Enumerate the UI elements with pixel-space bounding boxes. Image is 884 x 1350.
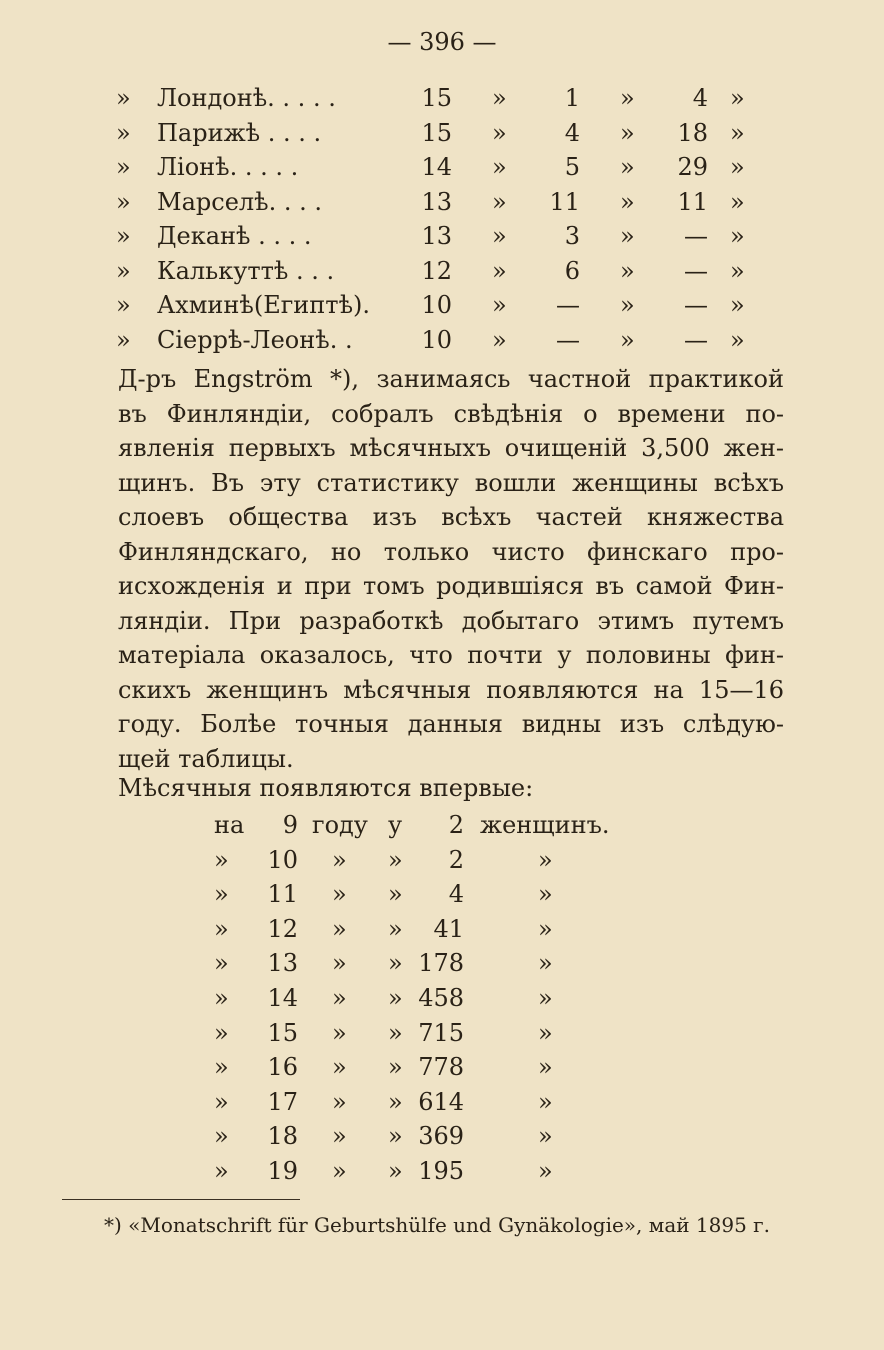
city-name: Деканѣ . . . .: [157, 222, 312, 250]
paragraph-line: въ Финляндіи, собралъ свѣдѣнія о времени по-: [118, 399, 784, 428]
age-row: [0, 846, 884, 881]
preposition: »: [388, 1087, 403, 1116]
preposition: »: [388, 949, 403, 978]
ditto-mark: »: [116, 153, 131, 181]
page-number: — 396 —: [387, 28, 497, 56]
age-value: 17: [267, 1087, 298, 1116]
ditto-mark: »: [620, 187, 635, 216]
preposition: у: [388, 811, 403, 839]
suffix: »: [538, 983, 553, 1012]
value-cell: —: [684, 222, 708, 250]
ditto-mark: »: [116, 222, 131, 250]
year-word: »: [332, 1156, 347, 1185]
count-value: 195: [418, 1156, 464, 1185]
prefix: »: [214, 845, 229, 874]
body-paragraph: [118, 362, 784, 776]
preposition: »: [388, 880, 403, 909]
age-row: [0, 949, 884, 984]
ages-table: [0, 811, 884, 1192]
age-value: 13: [421, 187, 452, 216]
ditto-mark: »: [116, 325, 131, 354]
ditto-mark: »: [730, 84, 745, 112]
count-value: 715: [418, 1018, 464, 1047]
ditto-mark: »: [492, 325, 507, 354]
age-value: 10: [267, 845, 298, 874]
suffix: »: [538, 1053, 553, 1082]
prefix: »: [214, 1156, 229, 1185]
ditto-mark: »: [730, 291, 745, 319]
age-value: 10: [421, 325, 452, 354]
paragraph-line: Финляндскаго, но только чисто финскаго про-: [118, 537, 784, 566]
ditto-mark: »: [492, 187, 507, 216]
ditto-mark: »: [492, 153, 507, 181]
city-row: [0, 222, 884, 257]
city-name: Сіеррѣ-Леонѣ. .: [157, 325, 353, 354]
ditto-mark: »: [620, 256, 635, 285]
city-name: Парижѣ . . . .: [157, 118, 322, 147]
city-row: [0, 291, 884, 326]
value-cell: 5: [564, 153, 580, 181]
preposition: »: [388, 914, 403, 943]
ditto-mark: »: [620, 325, 635, 354]
paragraph-line: матеріала оказалось, что почти у половины фин-: [118, 641, 784, 669]
city-row: [0, 153, 884, 188]
year-word: »: [332, 1053, 347, 1082]
prefix: »: [214, 983, 229, 1012]
age-value: 19: [267, 1156, 298, 1185]
city-name: Ліонѣ. . . . .: [157, 153, 299, 181]
city-row: [0, 84, 884, 119]
paragraph-line: слоевъ общества изъ всѣхъ частей княжества: [118, 503, 784, 531]
count-value: 41: [433, 914, 464, 943]
age-row: [0, 1053, 884, 1088]
prefix: »: [214, 1122, 229, 1151]
ditto-mark: »: [492, 84, 507, 112]
city-name: Ахминѣ(Египтѣ).: [157, 291, 371, 319]
value-cell: 11: [677, 187, 708, 216]
ditto-mark: »: [492, 256, 507, 285]
paragraph-line: щинъ. Въ эту статистику вошли женщины всѣхъ: [118, 468, 784, 497]
preposition: »: [388, 1122, 403, 1151]
age-value: 18: [267, 1122, 298, 1151]
city-name: Лондонѣ. . . . .: [157, 84, 336, 112]
age-row: [0, 1157, 884, 1192]
suffix: »: [538, 1018, 553, 1047]
age-row: [0, 1122, 884, 1157]
preposition: »: [388, 1156, 403, 1185]
value-cell: —: [684, 325, 708, 354]
count-value: 778: [418, 1053, 464, 1082]
prefix: »: [214, 1053, 229, 1082]
year-word: »: [332, 845, 347, 874]
age-value: 14: [267, 983, 298, 1012]
age-value: 13: [421, 222, 452, 250]
age-row: [0, 915, 884, 950]
preposition: »: [388, 1018, 403, 1047]
ditto-mark: »: [620, 84, 635, 112]
ditto-mark: »: [116, 256, 131, 285]
age-value: 13: [267, 949, 298, 978]
ditto-mark: »: [492, 118, 507, 147]
suffix: »: [538, 914, 553, 943]
age-value: 10: [421, 291, 452, 319]
value-cell: 1: [564, 84, 580, 112]
ditto-mark: »: [620, 153, 635, 181]
ditto-mark: »: [116, 291, 131, 319]
value-cell: 4: [692, 84, 708, 112]
year-word: »: [332, 1122, 347, 1151]
age-row: [0, 984, 884, 1019]
age-value: 15: [421, 118, 452, 147]
year-word: »: [332, 1087, 347, 1116]
ditto-mark: »: [620, 118, 635, 147]
table-heading: Мѣсячныя появляются впервые:: [118, 774, 534, 802]
paragraph-line: Д-ръ Engström *), занимаясь частной практикой: [118, 365, 784, 393]
preposition: »: [388, 845, 403, 874]
count-value: 369: [418, 1122, 464, 1151]
ditto-mark: »: [730, 325, 745, 354]
age-value: 12: [421, 256, 452, 285]
footnote: *) «Monatschrift für Geburtshülfe und Gynäkologie», май 1895 г.: [104, 1213, 771, 1237]
age-row: [0, 1088, 884, 1123]
ditto-mark: »: [620, 222, 635, 250]
preposition: »: [388, 1053, 403, 1082]
age-value: 16: [267, 1053, 298, 1082]
age-row: [0, 1019, 884, 1054]
paragraph-line: ляндіи. При разработкѣ добытаго этимъ путемъ: [118, 606, 784, 635]
count-value: 4: [448, 880, 464, 909]
value-cell: —: [684, 291, 708, 319]
count-value: 614: [418, 1087, 464, 1116]
city-row: [0, 119, 884, 154]
prefix: на: [214, 811, 245, 839]
value-cell: 6: [564, 256, 580, 285]
paragraph-line: году. Болѣе точныя данныя видны изъ слѣдую-: [118, 710, 784, 738]
ditto-mark: »: [730, 187, 745, 216]
ditto-mark: »: [492, 222, 507, 250]
prefix: »: [214, 880, 229, 909]
city-name: Марселѣ. . . .: [157, 187, 323, 216]
year-word: »: [332, 880, 347, 909]
city-name: Калькуттѣ . . .: [157, 256, 335, 285]
suffix: женщинъ.: [480, 811, 610, 839]
prefix: »: [214, 914, 229, 943]
value-cell: —: [684, 256, 708, 285]
age-row: [0, 811, 884, 846]
ditto-mark: »: [492, 291, 507, 319]
paragraph-line: щей таблицы.: [118, 744, 294, 773]
value-cell: 29: [677, 153, 708, 181]
value-cell: —: [556, 291, 580, 319]
suffix: »: [538, 845, 553, 874]
age-row: [0, 880, 884, 915]
paragraph-line: явленія первыхъ мѣсячныхъ очищеній 3,500 жен-: [118, 434, 784, 462]
ditto-mark: »: [116, 187, 131, 216]
value-cell: —: [556, 325, 580, 354]
suffix: »: [538, 1122, 553, 1151]
prefix: »: [214, 1018, 229, 1047]
prefix: »: [214, 1087, 229, 1116]
count-value: 2: [448, 811, 464, 839]
preposition: »: [388, 983, 403, 1012]
value-cell: 3: [564, 222, 580, 250]
suffix: »: [538, 949, 553, 978]
suffix: »: [538, 880, 553, 909]
ditto-mark: »: [620, 291, 635, 319]
cities-table: [0, 84, 884, 360]
ditto-mark: »: [730, 256, 745, 285]
year-word: »: [332, 1018, 347, 1047]
prefix: »: [214, 949, 229, 978]
paragraph-line: исхожденія и при томъ родившіяся въ самой Фин-: [118, 572, 784, 600]
suffix: »: [538, 1087, 553, 1116]
count-value: 458: [418, 983, 464, 1012]
age-value: 11: [267, 880, 298, 909]
age-value: 15: [421, 84, 452, 112]
count-value: 178: [418, 949, 464, 978]
age-value: 14: [421, 153, 452, 181]
paragraph-line: скихъ женщинъ мѣсячныя появляются на 15—16: [118, 675, 784, 704]
value-cell: 4: [564, 118, 580, 147]
ditto-mark: »: [116, 118, 131, 147]
city-row: [0, 326, 884, 361]
age-value: 15: [267, 1018, 298, 1047]
footnote-rule: [62, 1199, 300, 1200]
age-value: 9: [282, 811, 298, 839]
count-value: 2: [448, 845, 464, 874]
suffix: »: [538, 1156, 553, 1185]
year-word: »: [332, 949, 347, 978]
value-cell: 11: [549, 187, 580, 216]
ditto-mark: »: [730, 153, 745, 181]
ditto-mark: »: [730, 222, 745, 250]
year-word: году: [312, 811, 368, 839]
value-cell: 18: [677, 118, 708, 147]
year-word: »: [332, 983, 347, 1012]
ditto-mark: »: [730, 118, 745, 147]
year-word: »: [332, 914, 347, 943]
city-row: [0, 188, 884, 223]
age-value: 12: [267, 914, 298, 943]
ditto-mark: »: [116, 84, 131, 112]
city-row: [0, 257, 884, 292]
